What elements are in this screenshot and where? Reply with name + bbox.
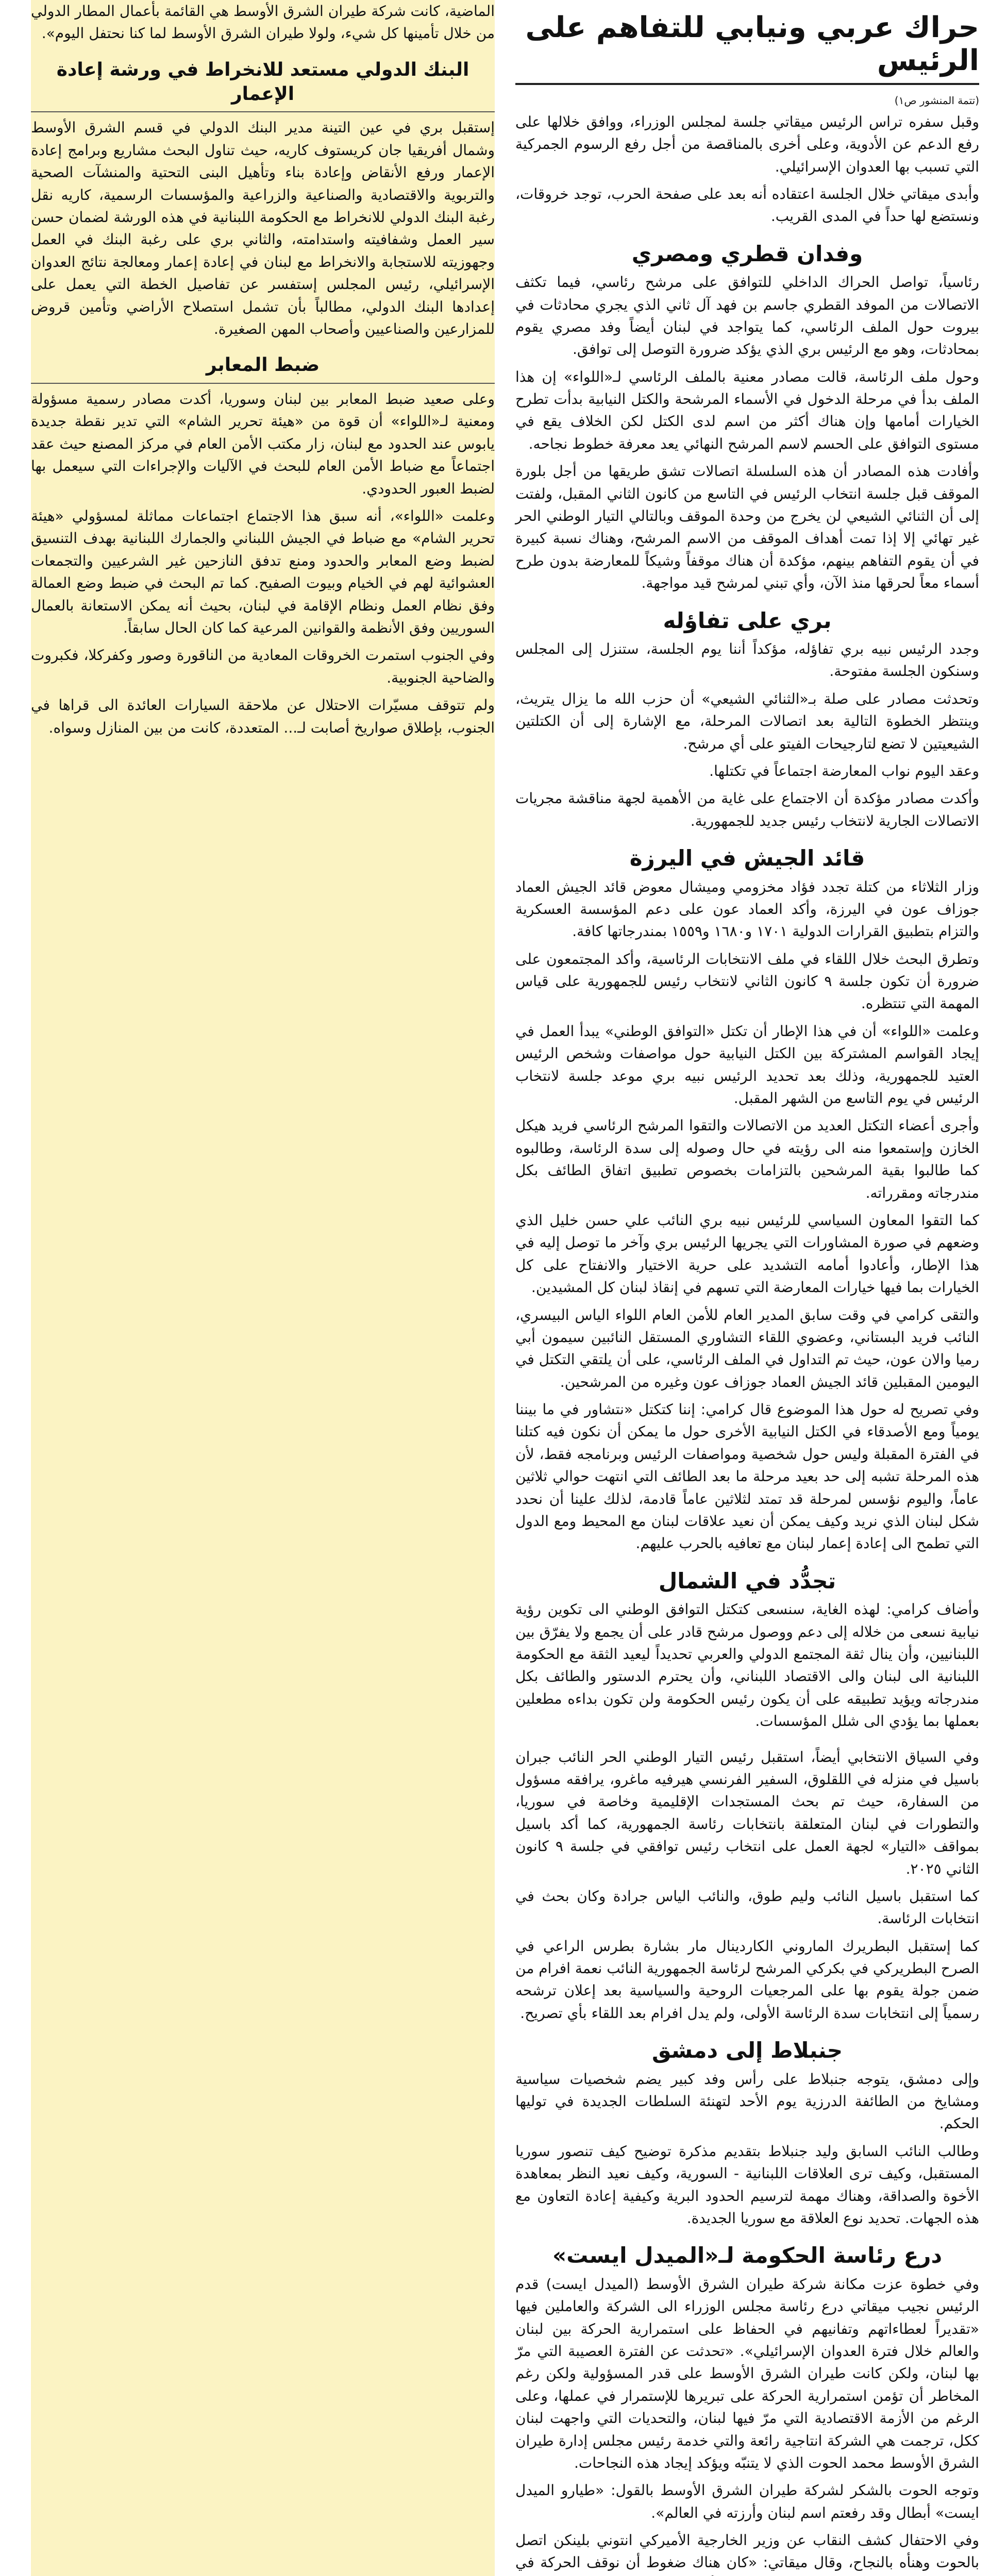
article-paragraph: كما التقوا المعاون السياسي للرئيس نبيه بري النائب علي حسن خليل الذي وضعهم في صورة المشاورات التي يجريها الرئيس بري وآخر ما توصل إليه في هذا الإطار، وأعادوا أمامه التشديد على حرية الاختيار والانفتاح على كل الخيارات بما فيها خيارات المعارضة التي تسهم في إنقاذ لبنان كل المشيدين. (515, 1211, 979, 1296)
article-paragraph: والتقى كرامي في وقت سابق المدير العام للأمن العام اللواء الياس البيسري، النائب فريد البستاني، وعضوي اللقاء التشاوري المستقل النائبين سيمون أبي رميا والان عون، حيث تم التداول في الملف الرئاسي، على أن يلتقي التكتل في اليومين المقبلين قائد الجيش العماد جوزاف عون وغيره من المرشحين. (515, 1306, 979, 1391)
divider (31, 111, 495, 112)
article-paragraph: وفي الجنوب استمرت الخروقات المعادية من الناقورة وصور وكفركلا، فكبروت والضاحية الجنوبية. (31, 647, 495, 686)
article-paragraph: وعلمت «اللواء» أن في هذا الإطار أن تكتل «التوافق الوطني» يبدأ العمل في إيجاد القواسم المشتركة بين الكتل النيابية حول مواصفات وشخص الرئيس العتيد للجمهورية، وذلك بعد تحديد الرئيس نبيه بري موعد جلسة لانتخاب الرئيس في يوم التاسع من الشهر المقبل. (515, 1022, 979, 1107)
section-heading: البنك الدولي مستعد للانخراط في ورشة إعادة الإعمار (56, 59, 469, 105)
article-paragraph: وتوجه الحوت بالشكر لشركة طيران الشرق الأوسط بالقول: «طيارو الميدل ايست» أبطال وقد رفعتم اسم لبنان وأرزته في العالم». (515, 2482, 979, 2521)
article-paragraph: وعقد اليوم نواب المعارضة اجتماعاً في تكتلها. (709, 762, 979, 779)
article-paragraph: وطالب النائب السابق وليد جنبلاط بتقديم مذكرة توضيح كيف تنصور سوريا المستقبل، وكيف ترى العلاقات اللبنانية - السورية، وكيف نعيد النظر بمعاهدة الأخوة والصداقة، وهناك مهمة لترسيم الحدود البرية وكيفية إعادة التعاون مع هذه الجهات. تحديد نوع العلاقة مع سوريا الجديدة. (515, 2142, 979, 2227)
article-paragraph: إستقبل بري في عين التينة مدير البنك الدولي في قسم الشرق الأوسط وشمال أفريقيا جان كريستوف كاريه، حيث تناول البحث مشاريع وبرامج إعادة الإعمار ورفع الأنقاض وإعادة بناء وتأهيل البنى التحتية والمنشآت الصحية والتربوية والاقتصادية والصناعية والزراعية والمؤسسات الرسمية، كاريه نقل رغبة البنك الدولي للانخراط مع الحكومة اللبنانية في هذه الورشة لضمان حسن سير العمل وشفافيته واستدامته، والثاني بري على رغبة البنك في العمل وجهوزيته للاستجابة والانخراط مع لبنان في إعادة إعمار ومعالجة نتائج العدوان الإسرائيلي، رئيس المجلس إستفسر عن تفاصيل الخطة التي يعمل على إعدادها البنك الدولي، مطالباً بأن تشمل استصلاح الأراضي وتأمين قروض للمزارعين والصناعيين وأصحاب المهن الصغيرة. (31, 119, 495, 337)
page-title: حراك عربي ونيابي للتفاهم على الرئيس (525, 11, 979, 78)
article-paragraph: وأفادت هذه المصادر أن هذه السلسلة اتصالات تشق طريقها من أجل بلورة الموقف قبل جلسة انتخاب الرئيس في التاسع من كانون الثاني المقبل، ولفتت إلى أن الثنائي الشيعي لن يخرج من وحدة الموقف وبالتالي التيار الوطني الحر غير تهائي إلا إذا تمت أهداف الموقف من الاسم المرشح، وهناك نسبة كبيرة في أن يقوم التفاهم بينهم، مؤكدة أن هناك موقفاً وشيكاً للمعارضة بدون طرح أسماء معاً لحرقها منذ الآن، وأي تبني لمرشح قيد مواجهة. (515, 463, 979, 592)
article-paragraph: وجدد الرئيس نبيه بري تفاؤله، مؤكداً أننا يوم الجلسة، ستنزل إلى المجلس وسنكون الجلسة مفتوحة. (515, 640, 979, 680)
article-paragraph: وفي خطوة عزت مكانة شركة طيران الشرق الأوسط (الميدل ايست) قدم الرئيس نجيب ميقاتي درع رئاسة مجلس الوزراء الى الشركة والعاملين فيها «تقديراً لعطاءاتهم وتفانيهم في الحفاظ على استمرارية الحركة بين لبنان والعالم خلال فترة العدوان الإسرائيلي». «تحدثت عن الفترة العصيبة التي مرّ بها لبنان، ولكن كانت طيران الشرق الأوسط على قدر المسؤولية ولكن رغم المخاطر أن تؤمن استمرارية الحركة على تبريرها للإستمرار في عملها، وعلى الرغم من الأزمة الاقتصادية التي مرّ فيها لبنان، والتحديات التي واجهت لبنان ككل، ترجمت هي الشركة انتاجية رائعة والتي خدمة رئيس مجلس إدارة طيران الشرق الأوسط محمد الحوت الذي لا يتنبّه ويؤكد إيجاد هذه النجاحات. (515, 2275, 979, 2471)
article-paragraph: وفي السياق الانتخابي أيضاً، استقبل رئيس التيار الوطني الحر النائب جبران باسيل في منزله في اللقلوق، السفير الفرنسي هيرفيه ماغرو، يرافقه مسؤول من السفارة، حيث تم بحث المستجدات الإقليمية وخاصة في سوريا، والتطورات في لبنان المتعلقة بانتخابات رئاسة الجمهورية، كما أكد باسيل بمواقف «التيار» لجهة العمل على انتخاب رئيس توافقي في جلسة ٩ كانون الثاني ٢٠٢٥. (515, 1748, 979, 1877)
section-heading: جنبلاط إلى دمشق (651, 2038, 843, 2063)
section-army-commander (515, 845, 979, 1555)
divider (31, 383, 495, 384)
section-mea-shield (515, 2243, 979, 2576)
section-jumblatt-damascus (515, 2038, 979, 2229)
section-heading: وفدان قطري ومصري (631, 241, 863, 266)
article-paragraph: وأجرى أعضاء التكتل العديد من الاتصالات والتقوا المرشح الرئاسي فريد هيكل الخازن وإستمعوا منه الى رؤيته في حال وصوله إلى سدة الرئاسة، وطالبوه كما طالبوا بقية المرشحين بالتزامات بخصوص تطبيق اتفاق الطائف بكل مندرجاته ومقرراته. (515, 1117, 979, 1201)
article-paragraph: الماضية، كانت شركة طيران الشرق الأوسط هي القائمة بأعمال المطار الدولي من خلال تأمينها كل شيء، ولولا طيران الشرق الأوسط لما كنا نحتفل اليوم». (31, 3, 495, 42)
title-divider (515, 83, 979, 85)
article-paragraph: وقبل سفره تراس الرئيس ميقاتي جلسة لمجلس الوزراء، ووافق خلالها على رفع الدعم عن الأدوية، وعلى أخرى بالمناقصة من أجل رفع الرسوم الجمركية التي تسبب بها العدوان الإسرائيلي. (515, 113, 979, 175)
continued-note: (تتمة المنشور ص١) (894, 94, 979, 107)
side-intro (31, 0, 495, 45)
section-world-bank (31, 58, 495, 341)
section-renewal-north (515, 1568, 979, 1733)
article-paragraph: ولم تتوقف مسيّرات الاحتلال عن ملاحقة السيارات العائدة الى قراها في الجنوب، بإطلاق صواريخ أصابت لـ... المتعددة، كانت من بين المنازل وسواه. (31, 697, 495, 736)
section-heading: بري على تفاؤله (663, 607, 832, 633)
section-border-control (31, 353, 495, 739)
section-heading: قائد الجيش في اليرزة (629, 845, 865, 871)
article-paragraph: وحول ملف الرئاسة، قالت مصادر معنية بالملف الرئاسي لـ«اللواء» إن هذا الملف بدأ في مرحلة الدخول في الأسماء المرشحة والكتل النيابية بدأت تطرح الخيارات أمامها وإن هناك أكثر من اسم لدى الكتل لكن الخلاف يقع في مستوى التوافق على الحسم لاسم المرشح النهائي يعد معرفة خطوط نجاحه. (515, 368, 979, 452)
article-paragraph: وأضاف كرامي: لهذه الغاية، سنسعى كتكتل التوافق الوطني الى تكوين رؤية نيابية نسعى من خلاله إلى دعم ووصول مرشح قادر على أن يجمع ولا يفرّق بين اللبنانيين، وأن ينال ثقة المجتمع الدولي والعربي تحديداً ليعيد الثقة مع الحكومة اللبنانية الى لبنان والى الاقتصاد اللبناني، وأن يحترم الدستور والطائف بكل مندرجاته ويؤيد تطبيقه على أن يكون رئيس الحكومة ولن تكون بداءه مطعلين بعملها بما يؤدي الى شلل المؤسسات. (515, 1601, 979, 1730)
article-paragraph: رئاسياً، تواصل الحراك الداخلي للتوافق على مرشح رئاسي، فيما تكثف الاتصالات من الموفد القطري جاسم بن فهد آل ثاني الذي يجري محادثات في بيروت حول الملف الرئاسي، كما يتواجد في لبنان أيضاً وفد مصري يقوم بمحادثات، وهو مع الرئيس بري الذي يؤكد ضرورة التوصل إلى توافق. (515, 274, 979, 358)
article-paragraph: كما استقبل باسيل النائب وليم طوق، والنائب الياس جرادة وكان بحث في انتخابات الرئاسة. (515, 1887, 979, 1927)
article-paragraph: وأكدت مصادر مؤكدة أن الاجتماع على غاية من الأهمية لجهة مناقشة مجريات الاتصالات الجارية لانتخاب رئيس جديد للجمهورية. (515, 790, 979, 829)
section-berri-optimism (515, 608, 979, 833)
article-paragraph: وتطرق البحث خلال اللقاء في ملف الانتخابات الرئاسية، وأكد المجتمعون على ضرورة أن تكون جلسة ٩ كانون الثاني لانتخاب رئيس للجمهورية على قياس المهمة التي تنتظره. (515, 950, 979, 1012)
article-paragraph: وإلى دمشق، يتوجه جنبلاط على رأس وفد كبير يضم شخصيات سياسية ومشايخ من الطائفة الدرزية يوم الأحد لتهنئة السلطات الجديدة في توليها الحكم. (515, 2070, 979, 2132)
section-heading: درع رئاسة الحكومة لـ«الميدل ايست» (552, 2243, 942, 2268)
article-paragraph: وفي الاحتفال كشف النقاب عن وزير الخارجية الأميركي انتوني بلينكن اتصل بالحوت وهنأه بالنجاح، وقال ميقاتي: «كان هناك ضغوط أن نوقف الحركة في (515, 2532, 979, 2571)
section-qatari-egyptian (515, 241, 979, 595)
section-heading: ضبط المعابر (206, 354, 320, 376)
section-heading: تجدُّد في الشمال (658, 1568, 836, 1594)
side-column (31, 0, 495, 2576)
article-paragraph: وعلى صعيد ضبط المعابر بين لبنان وسوريا، أكدت مصادر رسمية مسؤولة ومعنية لـ«اللواء» أن قوة من «هيئة تحرير الشام» التي تدير نقطة جديدة يابوس عند الحدود مع لبنان، زار مكتب الأمن العام في مركز المصنع حيث عقد اجتماعاً مع ضباط الأمن العام للبحث في الآليات والإجراءات التي سيعمل بها لضبط العبور الحدودي. (31, 391, 495, 497)
article-paragraph: وزار الثلاثاء من كتلة تجدد فؤاد مخزومي وميشال معوض قائد الجيش العماد جوزاف عون في اليرزة، وأكد العماد عون على دعم المؤسسة العسكرية والتزام بتطبيق القرارات الدولية ١٧٠١ و١٦٨٠ و١٥٥٩ بمندرجاتها كافة. (515, 878, 979, 940)
main-column (515, 0, 979, 2576)
article-paragraph: وفي تصريح له حول هذا الموضوع قال كرامي: إننا كتكتل «نتشاور في ما بيننا يومياً ومع الأصدقاء في الكتل النيابية الأخرى حول ما يمكن أن نكون فيه كتلنا في الفترة المقبلة وليس حول شخصية ومواصفات الرئيس وبرنامجه فقط، لأن هذه المرحلة تشبه إلى حد بعيد مرحلة ما بعد الطائف التي انتهت حوالي ثلاثين عاماً، واليوم نؤسس لمرحلة قد تمتد لثلاثين عاماً قادمة، لذلك علينا أن نحدد شكل لبنان الذي نريد وكيف يمكن أن نعيد علاقات لبنان مع المحيط ومع الدول التي تطمح الى إعادة إعمار لبنان مع تعافيه بالحرب عليهم. (515, 1401, 979, 1552)
article-paragraph: وأبدى ميقاتي خلال الجلسة اعتقاده أنه بعد على صفحة الحرب، توجد خروقات، ونستضع لها حداً في المدى القريب. (515, 185, 979, 225)
section-electoral-context (515, 1746, 979, 2025)
article-paragraph: وتحدثت مصادر على صلة بـ«الثنائي الشيعي» أن حزب الله ما يزال يتريث، وينتظر الخطوة التالية بعد اتصالات المرحلة، مع الإشارة إلى أن الكتلتين الشيعيتين لا تضع لتارجيحات الفيتو على أي مرشح. (515, 690, 979, 752)
intro-block (515, 111, 979, 228)
article-paragraph: وعلمت «اللواء»، أنه سبق هذا الاجتماع اجتماعات مماثلة لمسؤولي «هيئة تحرير الشام» مع ضباط في الجيش اللبناني والجمارك اللبنانية بهدف التنسيق لضبط وضع المعابر والحدود ومنع تدفق النازحين غير الشرعيين والتجمعات العشوائية لهم في الخيام وبيوت الصفيح. كما تم البحث في ضبط وضع العمالة وفق نظام العمل ونظام الإقامة في لبنان، بحيث أنه يمكن الاستعانة بالعمال السوريين وفق الأنظمة والقوانين المرعية كما كان الحال سابقاً. (31, 507, 495, 636)
article-paragraph: كما إستقبل البطريرك الماروني الكاردينال مار بشارة بطرس الراعي في الصرح البطريركي في بكركي المرشح لرئاسة الجمهورية النائب نعمة افرام من ضمن جولة يقوم بها على المرجعيات الروحية والسياسية بعد إعلان ترشحه رسمياً إلى انتخابات سدة الرئاسة الأولى، ولم يدل افرام بعد اللقاء بأي تصريح. (515, 1937, 979, 2022)
